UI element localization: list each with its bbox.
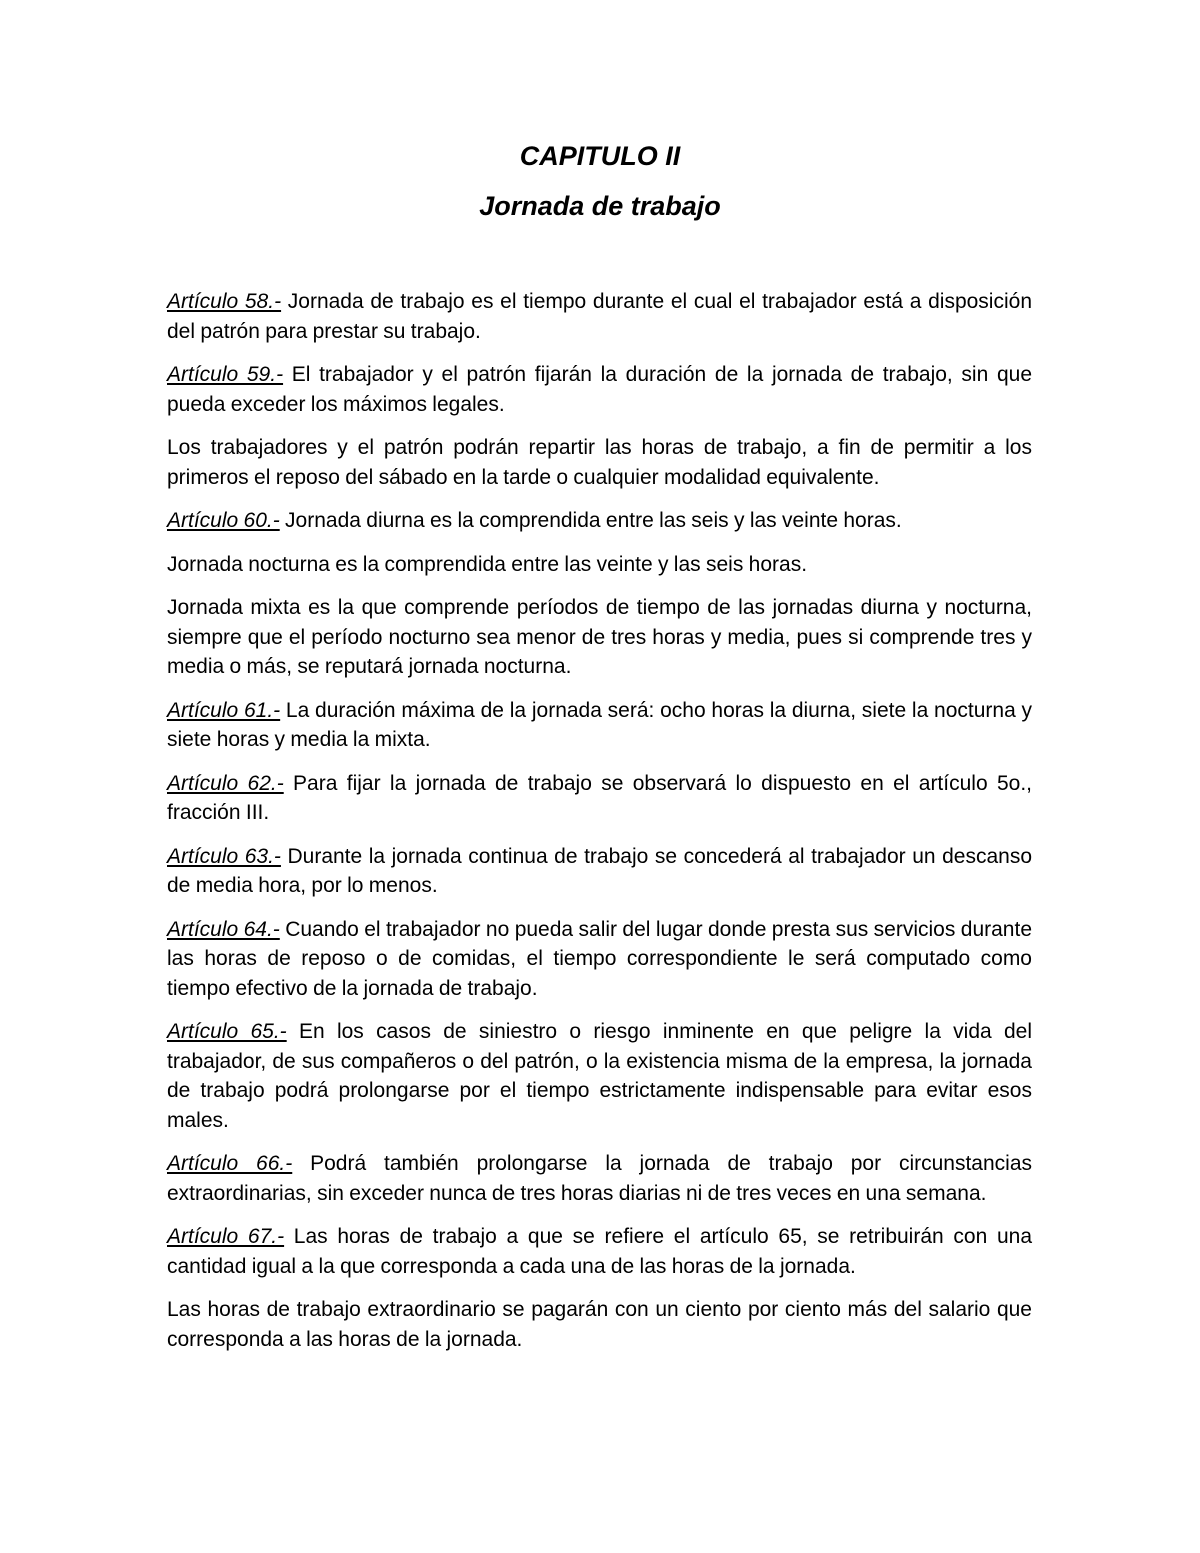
article-label: Artículo 61.- [167, 698, 281, 722]
chapter-heading: CAPITULO II [519, 141, 681, 171]
paragraph [167, 1149, 1032, 1208]
article-label: Artículo 66.- [167, 1152, 293, 1175]
paragraph [167, 506, 1032, 536]
paragraph [167, 842, 1032, 901]
paragraph-text: La duración máxima de la jornada será: ocho horas la diurna, siete la nocturna y siete horas y media la mixta. [167, 698, 1033, 751]
paragraph-text: El trabajador y el patrón fijarán la duración de la jornada de trabajo, sin que pueda exceder los máximos legales. [167, 363, 1032, 416]
paragraph [167, 550, 1032, 580]
paragraph [167, 360, 1032, 419]
paragraph [167, 696, 1032, 755]
paragraph [167, 915, 1032, 1004]
paragraph-text: Las horas de trabajo extraordinario se pagarán con un ciento por ciento más del salario que corresponda a las horas de la jornada. [167, 1298, 1032, 1351]
paragraph-text: En los casos de siniestro o riesgo inminente en que peligre la vida del trabajador, de sus compañeros o del patrón, o la existencia misma de la empresa, la jornada de trabajo podrá prolongarse por el tiempo estrictamente indispensable para evitar esos males. [167, 1020, 1033, 1132]
paragraph-text: Jornada nocturna es la comprendida entre las veinte y las seis horas. [167, 552, 808, 576]
paragraph [167, 593, 1032, 682]
paragraph-text: Jornada diurna es la comprendida entre las seis y las veinte horas. [279, 509, 902, 532]
paragraph [167, 433, 1032, 492]
article-label: Artículo 60.- [167, 509, 280, 532]
article-label: Artículo 67.- [167, 1225, 285, 1248]
paragraph-text: Podrá también prolongarse la jornada de trabajo por circunstancias extraordinarias, sin exceder nunca de tres horas diarias ni de tres veces en una semana. [167, 1152, 1032, 1205]
paragraph [167, 1222, 1032, 1281]
paragraph [167, 769, 1032, 828]
paragraph [167, 1017, 1032, 1135]
paragraph [167, 287, 1032, 346]
paragraph-text: Durante la jornada continua de trabajo se concederá al trabajador un descanso de media hora, por lo menos. [167, 844, 1033, 897]
article-label: Artículo 64.- [167, 917, 280, 941]
paragraph-text: Los trabajadores y el patrón podrán repartir las horas de trabajo, a fin de permitir a los primeros el reposo del sábado en la tarde o cualquier modalidad equivalente. [167, 436, 1032, 489]
paragraph-text: Cuando el trabajador no pueda salir del lugar donde presta sus servicios durante las horas de reposo o de comidas, el tiempo correspondiente le será computado como tiempo efectivo de la jornada de trabajo. [167, 917, 1032, 1000]
article-label: Artículo 62.- [167, 771, 284, 795]
paragraph-text: Las horas de trabajo a que se refiere el artículo 65, se retribuirán con una cantidad igual a la que corresponda a cada una de las horas de la jornada. [167, 1225, 1033, 1278]
paragraph-text: Jornada mixta es la que comprende períodos de tiempo de las jornadas diurna y nocturna, siempre que el período nocturno sea menor de tres horas y media, pues si comprende tres y media o más, se reputará jornada nocturna. [167, 596, 1032, 678]
article-label: Artículo 63.- [167, 844, 281, 868]
document-body [167, 287, 1032, 1368]
article-label: Artículo 58.- [167, 290, 282, 313]
chapter-title: Jornada de trabajo [479, 191, 721, 221]
paragraph [167, 1295, 1032, 1354]
paragraph-text: Jornada de trabajo es el tiempo durante el cual el trabajador está a disposición del patrón para prestar su trabajo. [167, 290, 1032, 343]
paragraph-text: Para fijar la jornada de trabajo se observará lo dispuesto en el artículo 5o., fracción III. [167, 771, 1032, 824]
article-label: Artículo 65.- [167, 1020, 287, 1043]
article-label: Artículo 59.- [167, 363, 284, 386]
